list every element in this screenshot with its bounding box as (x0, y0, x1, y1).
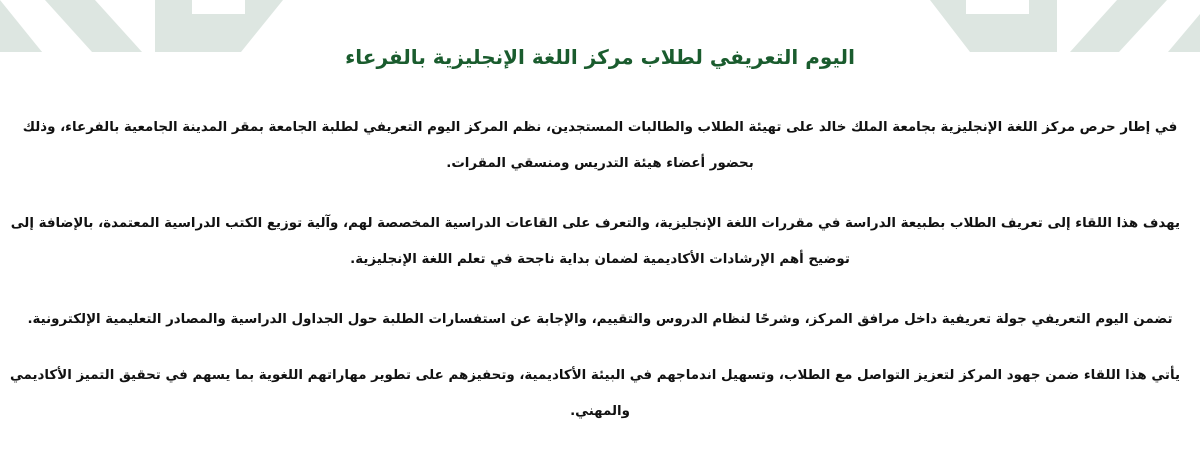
paragraph-line: بحضور أعضاء هيئة التدريس ومنسقي المقرات. (446, 156, 754, 171)
paragraph-line: والمهني. (570, 404, 630, 419)
article-paragraph-2 (10, 206, 1180, 278)
article-paragraph-1 (20, 110, 1180, 182)
paragraph-line: توضيح أهم الإرشادات الأكاديمية لضمان بداية ناجحة في تعلم اللغة الإنجليزية. (350, 252, 850, 267)
paragraph-line: يأتي هذا اللقاء ضمن جهود المركز لتعزيز التواصل مع الطلاب، وتسهيل اندماجهم في البيئة الأكاديمية، وتحفيزهم على تطوير مهاراتهم اللغوية بما يسهم في تحقيق التميز الأكاديمي (9, 368, 1180, 383)
paragraph-line: في إطار حرص مركز اللغة الإنجليزية بجامعة الملك خالد على تهيئة الطلاب والطالبات المستجدين، نظم المركز اليوم التعريفي لطلبة الجامعة بمقر المدينة الجامعية بالفرعاء، وذلك (22, 120, 1178, 135)
article-paragraph-4 (9, 358, 1180, 430)
paragraph-line: تضمن اليوم التعريفي جولة تعريفية داخل مرافق المركز، وشرحًا لنظام الدروس والتقييم، والإجابة عن استفسارات الطلبة حول الجداول الدراسية والمصادر التعليمية الإلكترونية. (27, 312, 1173, 327)
article-paragraph-3 (20, 302, 1180, 338)
paragraph-line: يهدف هذا اللقاء إلى تعريف الطلاب بطبيعة الدراسة في مقررات اللغة الإنجليزية، والتعرف على القاعات الدراسية المخصصة لهم، وآلية توزيع الكتب الدراسية المعتمدة، بالإضافة إلى (10, 216, 1180, 231)
article-title: اليوم التعريفي لطلاب مركز اللغة الإنجليزية بالفرعاء (345, 45, 855, 69)
